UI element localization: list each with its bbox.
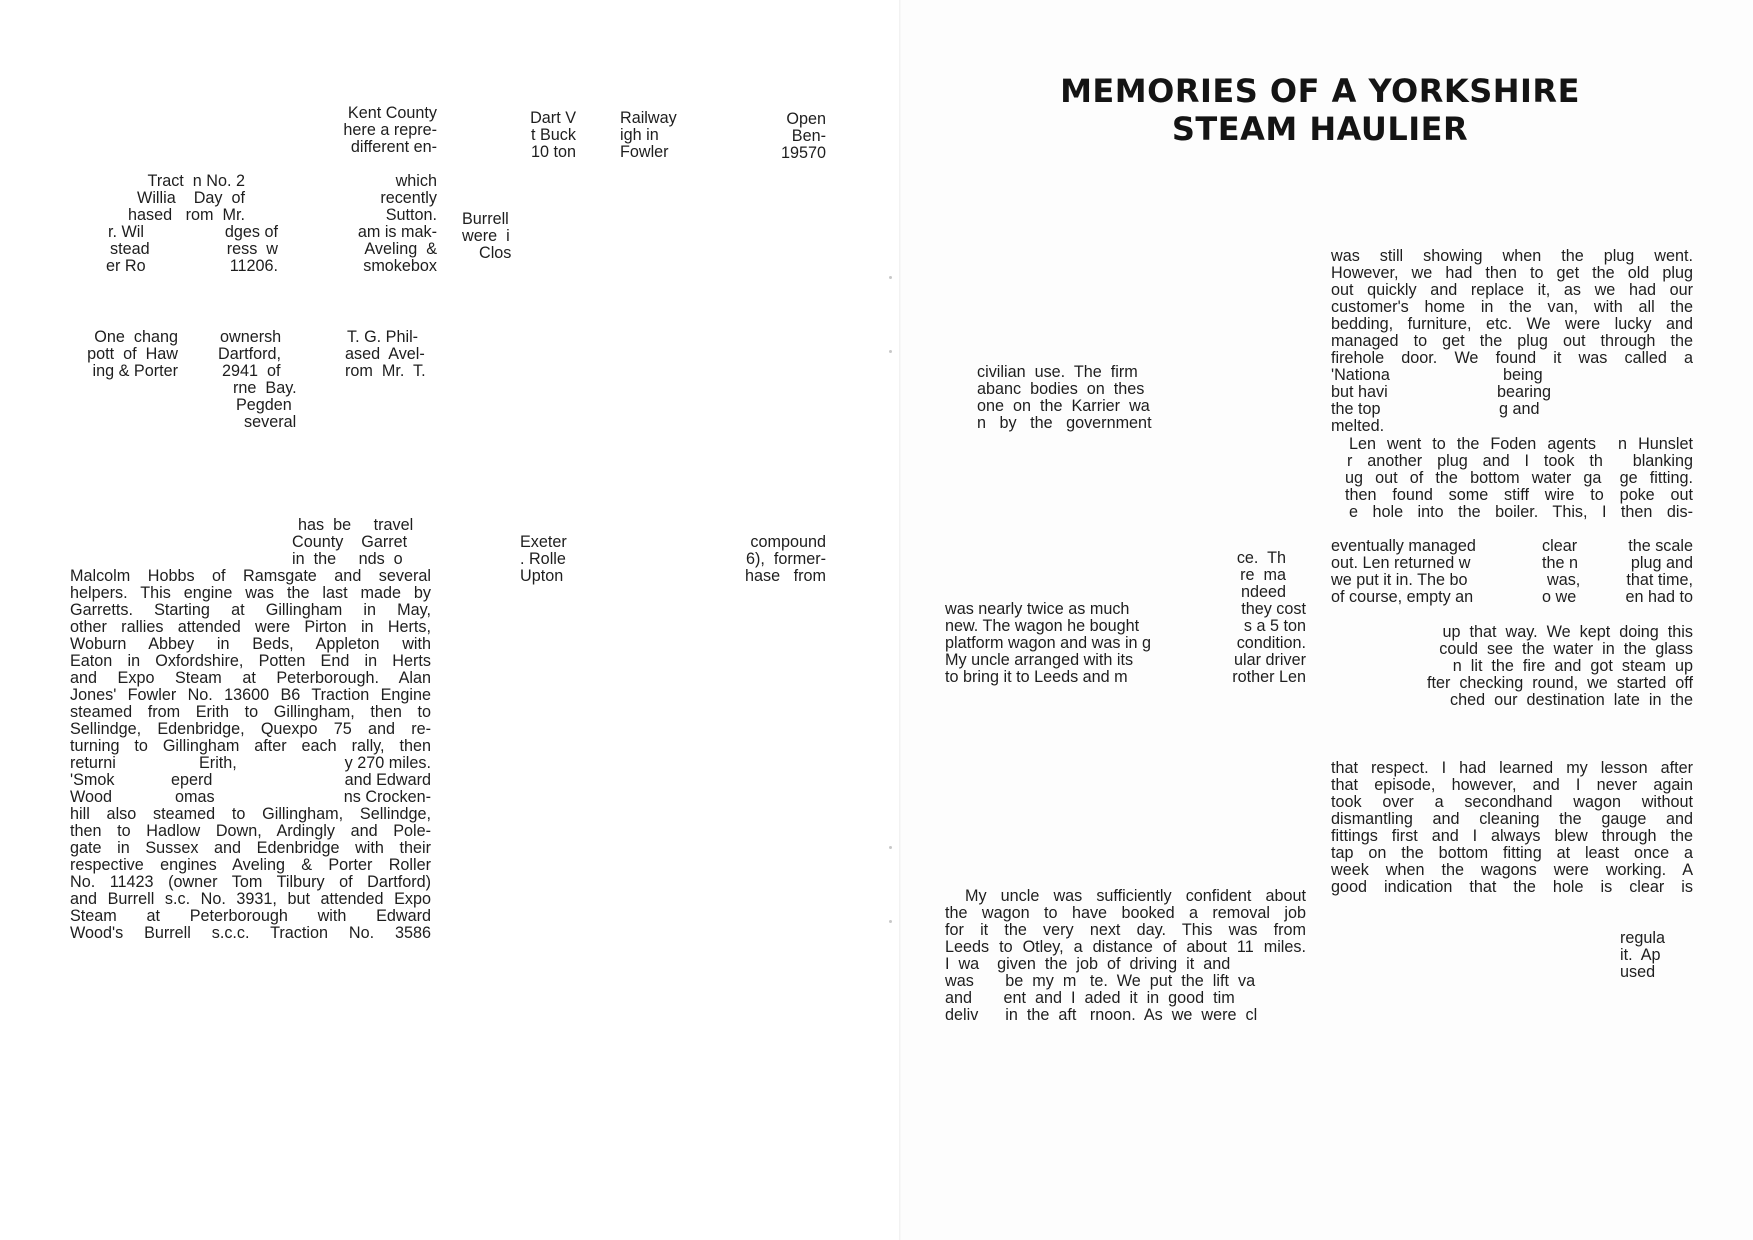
fragment-tract: Tract n No. 2 Willia Day of hased rom Mr. r. Wil stead er Ro (106, 172, 245, 275)
paragraph-plug-went: was still showing when the plug went. However, we had then to get the old plug out quickly and replace it, as we had our customer's home in the van, with all the bedding, furniture, etc. We were lucky and managed to get the plug out through the firehole door. We found it was called a (1331, 247, 1693, 367)
fragment-compound: compound 6), former- hase from (745, 533, 826, 585)
fragment-ownersh: ownersh Dartford, 2941 of rne Bay. Pegden several (218, 328, 297, 431)
fragment-one-chang: One chang pott of Haw ing & Porter (87, 328, 178, 380)
fragment-has-been: has be travel County Garret in the nds o (292, 516, 414, 568)
title-line: STEAM HAULIER (1171, 110, 1469, 148)
paragraph-sufficiently-broken: I wa given the job of driving it and was be my m te. We put the lift va and ent and I aded it in good tim deliv in the aft rnoon. As we were cl (945, 955, 1258, 1024)
fragment-which: which recently Sutton. am is mak- Aveling & smokebox (357, 172, 437, 275)
scan-speck (889, 276, 892, 279)
fragment-railway: Railway igh in Fowler (620, 109, 677, 161)
fragment-dges: dges of ress w 11206. (224, 223, 278, 275)
fragment-exeter: Exeter . Rolle Upton (520, 533, 567, 585)
title-line: MEMORIES OF A YORKSHIRE (1060, 72, 1580, 110)
scan-speck (889, 350, 892, 353)
fragment-burrell: Burrell were i Clos (462, 210, 512, 262)
scan-speck (889, 920, 892, 923)
scan-speck (889, 846, 892, 849)
fragment-dart: Dart V t Buck 10 ton (530, 109, 576, 161)
paragraph-len-went: Len went to the Foden agents n Hunslet r another plug and I took th blanking ug out of the bottom water ga ge fitting. then found some stiff wire to poke out e hole into the boiler. This, I then dis- (1345, 435, 1693, 521)
paragraph-twice-as-much: was nearly twice as much they cost new. The wagon he bought s a 5 ton platform wagon and was in g condition. My uncle arranged with its ular driver to bring it to Leeds and m rother Len (945, 600, 1306, 686)
article-title (1040, 72, 1600, 148)
page-gutter (899, 0, 901, 1240)
main-column-left: Malcolm Hobbs of Ramsgate and several helpers. This engine was the last made by Garretts. Starting at Gillingham in May, other rallies attended were Pirton in Herts, Woburn Abbey in Beds, Appleton with Eaton in Oxfordshire, Potten End in Herts and Expo Steam at Peterborough. Alan Jones' Fowler No. 13600 B6 Traction Engine steamed from Erith to Gillingham, then to Sellindge, Edenbridge, Quexpo 75 and re- turning to Gillingham after each rally, then (70, 567, 431, 755)
paragraph-sufficiently-confident: My uncle was sufficiently confident about the wagon to have booked a removal job for it the very next day. This was from Leeds to Otley, a distance of about 11 miles. (945, 887, 1306, 956)
paragraph-eventually-broken: eventually managed clear the scale out. Len returned w the n plug and we put it in. The bo was, that time, of course, empty an o we en had to (1331, 537, 1693, 606)
fragment-kent-county: Kent County here a repre- different en- (343, 104, 437, 156)
paragraph-nationa-broken: 'Nationa being but havi bearing the top g and melted. (1331, 366, 1552, 435)
broken-rows-left: returni Erith, y 270 miles. 'Smok eperd and Edward Wood omas ns Crocken- (70, 754, 431, 806)
fragment-ce-th: ce. Th re ma ndeed (1236, 549, 1286, 601)
paragraph-up-that-way: up that way. We kept doing this could see the water in the glass n lit the fire and got steam up fter checking round, we started off ched our destination late in the (1426, 623, 1693, 709)
paragraph-that-respect: that respect. I had learned my lesson after that episode, however, and I never again took over a secondhand wagon without dismantling and cleaning the gauge and fittings first and I always blew through the tap on the bottom fitting at least once a week when the wagons were working. A good indication that the hole is clear is (1331, 759, 1693, 896)
fragment-tg-phil: T. G. Phil- ased Avel- rom Mr. T. (345, 328, 426, 380)
fragment-regula: regula it. Ap used (1620, 929, 1665, 981)
fragment-open: Open Ben- 19570 (780, 110, 826, 162)
fragment-civilian-use: civilian use. The firm abanc bodies on thes one on the Karrier wa n by the government (977, 363, 1152, 432)
main-column-left-cont: hill also steamed to Gillingham, Sellindge, then to Hadlow Down, Ardingly and Pole- gate in Sussex and Edenbridge with their respective engines Aveling & Porter Roller No. 11423 (owner Tom Tilbury of Dartford) and Burrell s.c. No. 3931, but attended Expo Steam at Peterborough with Edward Wood's Burrell s.c.c. Traction No. 3586 (70, 805, 431, 942)
